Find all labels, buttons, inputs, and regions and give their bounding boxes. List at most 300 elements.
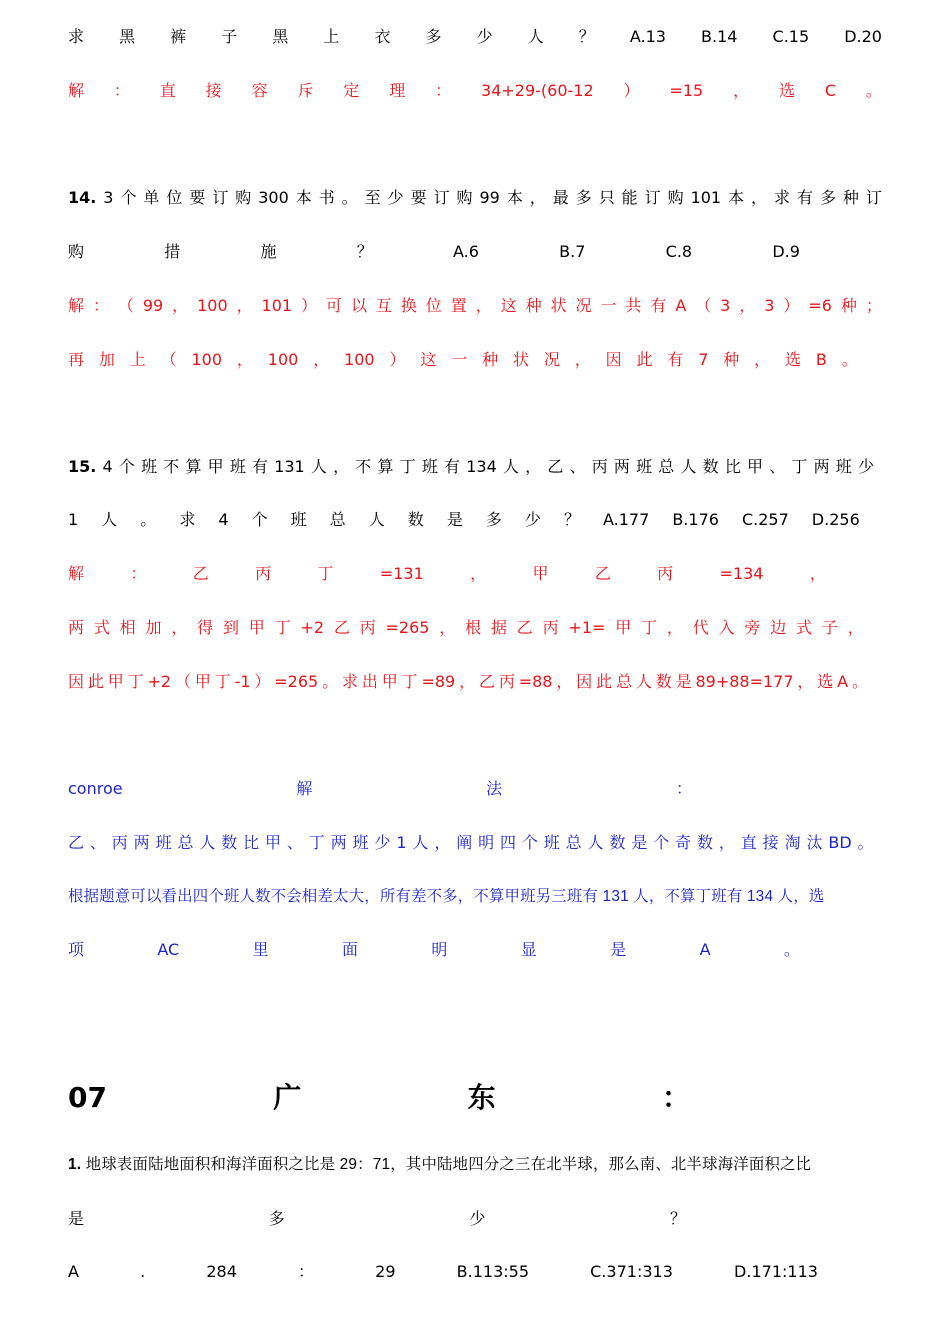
text-token: ？ xyxy=(563,510,580,529)
text-token: 四 xyxy=(499,833,516,852)
text-token: 上 xyxy=(129,350,146,369)
text-token: 多 xyxy=(485,510,502,529)
text-token: 本 xyxy=(506,188,523,207)
text-token: 多 xyxy=(819,188,836,207)
text-token: 丁 xyxy=(317,564,334,583)
q15-solution-line2 xyxy=(68,615,864,641)
text-token: 法 xyxy=(486,779,503,798)
text-token: ， xyxy=(556,672,573,691)
text-token: 一 xyxy=(600,296,617,315)
text-token: +2 xyxy=(300,618,325,637)
text-token: 人 xyxy=(680,457,697,476)
text-token: 订 xyxy=(644,188,661,207)
q14-question-line1 xyxy=(68,185,882,211)
text-token: AC xyxy=(157,940,180,959)
text-token: B.7 xyxy=(559,242,586,261)
text-token: 。 xyxy=(783,940,800,959)
text-token: 数 xyxy=(697,833,714,852)
text-token: 算 xyxy=(377,457,394,476)
text-token: ， xyxy=(236,350,253,369)
text-token: 89+88=177 xyxy=(695,672,794,691)
text-token: ） xyxy=(301,296,318,315)
text-token: 100 xyxy=(267,350,299,369)
text-token: -1 xyxy=(234,672,251,691)
text-token: A xyxy=(837,672,849,691)
text-token: 上 xyxy=(323,27,340,46)
text-token: 多 xyxy=(575,188,592,207)
text-token: 解 xyxy=(68,564,85,583)
conroe-line2: 根据题意可以看出四个班人数不会相差太大，所有差不多，不算甲班另三班有 131 人，不算丁班有 134 人，选 xyxy=(68,888,825,905)
text-token: 直 xyxy=(740,833,757,852)
text-token: 只 xyxy=(598,188,615,207)
text-token: 4 xyxy=(218,510,229,529)
text-token: 购 xyxy=(235,188,252,207)
text-token: ， xyxy=(439,618,456,637)
text-token: 状 xyxy=(512,350,529,369)
text-token: 甲 xyxy=(265,833,282,852)
text-token: ） xyxy=(389,350,406,369)
text-token: ， xyxy=(529,188,546,207)
text-token: 置 xyxy=(450,296,467,315)
text-token: 有 xyxy=(252,457,269,476)
text-token: 东 xyxy=(467,1081,496,1114)
q14-solution-line2 xyxy=(68,347,858,373)
text-token: 定 xyxy=(343,81,360,100)
text-token: 是 xyxy=(68,1209,85,1228)
text-token: 此 xyxy=(87,672,104,691)
text-token: 单 xyxy=(143,188,160,207)
text-token: 乙 xyxy=(333,618,350,637)
text-token: 理 xyxy=(389,81,406,100)
text-token: 丙 xyxy=(498,672,515,691)
text-token: 丙 xyxy=(591,457,608,476)
text-token: ， xyxy=(718,833,735,852)
text-token: 因 xyxy=(605,350,622,369)
text-token: 黑 xyxy=(272,27,289,46)
text-token: ， xyxy=(525,457,542,476)
text-token: 项 xyxy=(68,940,85,959)
text-token: ， xyxy=(733,81,750,100)
text-token: =88 xyxy=(518,672,553,691)
text-token: conroe xyxy=(68,779,123,798)
text-token: A.177 xyxy=(603,510,650,529)
text-token: 3 xyxy=(103,188,114,207)
text-token: 算 xyxy=(185,457,202,476)
text-token: 班 xyxy=(543,833,560,852)
text-token: 100 xyxy=(344,350,375,369)
text-token: 丁 xyxy=(274,618,291,637)
text-token: B.176 xyxy=(672,510,719,529)
text-token: 丁 xyxy=(399,457,416,476)
text-token: 乙 xyxy=(192,564,209,583)
text-token: 接 xyxy=(205,81,222,100)
text-token: 284 xyxy=(206,1262,237,1281)
text-token: 根 xyxy=(465,618,482,637)
text-token: B.14 xyxy=(701,27,738,46)
text-token: 要 xyxy=(189,188,206,207)
text-token: （ xyxy=(695,296,712,315)
text-token: 乙 xyxy=(68,833,85,852)
q14-solution-line1 xyxy=(68,293,882,319)
text-token: 班 xyxy=(290,510,307,529)
text-token: 134 xyxy=(466,457,497,476)
text-token: 不 xyxy=(355,457,372,476)
text-token: 甲 xyxy=(381,672,398,691)
text-token: 选 xyxy=(778,81,795,100)
text-token: 一 xyxy=(451,350,468,369)
text-token: ： xyxy=(130,564,147,583)
text-token: 数 xyxy=(221,833,238,852)
q13-question-tail xyxy=(68,24,882,50)
text-token: A xyxy=(675,296,687,315)
text-token: ， xyxy=(313,350,330,369)
text-token: 。 xyxy=(140,510,157,529)
text-token: D.256 xyxy=(811,510,860,529)
text-token: 以 xyxy=(350,296,367,315)
text-token: C xyxy=(824,81,837,100)
text-token: 34+29-(60-12 xyxy=(481,81,594,100)
text-token: 个 xyxy=(653,833,670,852)
text-token: ， xyxy=(809,564,826,583)
text-token: 奇 xyxy=(675,833,692,852)
text-token: 裤 xyxy=(170,27,187,46)
text-token: =265 xyxy=(274,672,319,691)
text-token: 班 xyxy=(141,457,158,476)
text-token: 。 xyxy=(841,350,858,369)
text-token: 多 xyxy=(425,27,442,46)
text-token: 况 xyxy=(575,296,592,315)
text-token: 本 xyxy=(728,188,745,207)
text-token: 。 xyxy=(322,672,339,691)
text-token: 措 xyxy=(164,242,181,261)
text-token: 购 xyxy=(456,188,473,207)
text-token: 共 xyxy=(625,296,642,315)
text-token: D.171:113 xyxy=(734,1262,818,1281)
text-token: 总 xyxy=(329,510,346,529)
text-token: 至 xyxy=(364,188,381,207)
text-token: 入 xyxy=(718,618,735,637)
text-token: A.13 xyxy=(629,27,666,46)
q1-question-line1 xyxy=(68,1152,882,1178)
text-token: 甲 xyxy=(107,672,124,691)
text-token: 加 xyxy=(145,618,162,637)
conroe-line3 xyxy=(68,937,800,963)
text-token: 可 xyxy=(325,296,342,315)
text-token: 数 xyxy=(702,457,719,476)
text-token: ， xyxy=(666,618,683,637)
text-token: 最 xyxy=(552,188,569,207)
text-token: 两 xyxy=(813,457,830,476)
text-token: 300 xyxy=(258,188,289,207)
text-token: 不 xyxy=(163,457,180,476)
text-token: 因 xyxy=(68,672,85,691)
text-token: ？ xyxy=(578,27,595,46)
text-token: 直 xyxy=(159,81,176,100)
text-token: 。 xyxy=(341,188,358,207)
text-token: 种 xyxy=(840,296,857,315)
text-token: C.257 xyxy=(741,510,789,529)
text-token: 101 xyxy=(261,296,293,315)
text-token: 选 xyxy=(785,350,802,369)
text-token: 此 xyxy=(596,672,613,691)
text-token: 互 xyxy=(375,296,392,315)
text-token: ） xyxy=(623,81,640,100)
text-token: 出 xyxy=(361,672,378,691)
text-token: ， xyxy=(847,618,864,637)
q14-number: 14. xyxy=(68,188,97,207)
text-token: 甲 xyxy=(207,457,224,476)
text-token: 订 xyxy=(865,188,882,207)
text-token: ， xyxy=(470,564,487,583)
text-token: 人 xyxy=(412,833,429,852)
text-token: 两 xyxy=(68,618,85,637)
text-token: 要 xyxy=(410,188,427,207)
text-token: 少 xyxy=(374,833,391,852)
text-token: 是 xyxy=(675,672,692,691)
text-token: ， xyxy=(797,672,814,691)
text-token: 人 xyxy=(101,510,118,529)
text-token: B.113:55 xyxy=(456,1262,530,1281)
text-token: 有 xyxy=(796,188,813,207)
text-token: 丁 xyxy=(308,833,325,852)
text-token: 乙 xyxy=(478,672,495,691)
text-token: 状 xyxy=(550,296,567,315)
text-token: 得 xyxy=(197,618,214,637)
text-token: 相 xyxy=(119,618,136,637)
text-token: ： xyxy=(675,779,692,798)
text-token: 有 xyxy=(650,296,667,315)
text-token: 再 xyxy=(68,350,85,369)
text-token: 数 xyxy=(407,510,424,529)
text-token: 种 xyxy=(842,188,859,207)
text-token: 位 xyxy=(166,188,183,207)
text-token: 个 xyxy=(120,188,137,207)
text-token: ， xyxy=(434,833,451,852)
text-token: 、 xyxy=(569,457,586,476)
text-token: 131 xyxy=(274,457,305,476)
text-token: 甲 xyxy=(615,618,632,637)
text-token: 少 xyxy=(387,188,404,207)
text-token: 淘 xyxy=(784,833,801,852)
text-token: 少 xyxy=(857,457,874,476)
q13-solution xyxy=(68,78,882,104)
text-token: 、 xyxy=(89,833,106,852)
text-token: 黑 xyxy=(119,27,136,46)
text-token: 1 xyxy=(396,833,407,852)
text-token: D.20 xyxy=(844,27,882,46)
text-token: 式 xyxy=(93,618,110,637)
q15-number: 15. xyxy=(68,457,97,476)
text-token: ： xyxy=(661,1081,690,1114)
text-token: 求 xyxy=(68,27,85,46)
q1-options xyxy=(68,1259,818,1285)
text-token: 总 xyxy=(658,457,675,476)
text-token: 接 xyxy=(762,833,779,852)
text-token: ？ xyxy=(669,1209,686,1228)
text-token: 求 xyxy=(774,188,791,207)
text-token: 此 xyxy=(636,350,653,369)
text-token: 总 xyxy=(565,833,582,852)
text-token: ； xyxy=(865,296,882,315)
text-token: ： xyxy=(113,81,130,100)
text-token: 总 xyxy=(615,672,632,691)
text-token: 两 xyxy=(330,833,347,852)
text-token: 因 xyxy=(576,672,593,691)
text-token: ） xyxy=(783,296,800,315)
text-token: 人 xyxy=(635,672,652,691)
q15-solution-line3 xyxy=(68,669,868,695)
text-token: （ xyxy=(160,350,177,369)
text-token: 07 xyxy=(68,1081,107,1114)
text-token: A.6 xyxy=(453,242,479,261)
conroe-line1 xyxy=(68,830,874,856)
conroe-heading xyxy=(68,776,692,802)
text-token: （ xyxy=(117,296,134,315)
text-token: 丁 xyxy=(401,672,418,691)
text-token: 明 xyxy=(431,940,448,959)
text-token: 阐 xyxy=(456,833,473,852)
text-token: +2 xyxy=(147,672,172,691)
q14-question-line2 xyxy=(68,239,800,265)
text-token: 班 xyxy=(229,457,246,476)
text-token: 丁 xyxy=(214,672,231,691)
text-token: 班 xyxy=(352,833,369,852)
text-token: ， xyxy=(171,618,188,637)
text-token: 班 xyxy=(835,457,852,476)
text-token: 解 xyxy=(68,296,85,315)
text-token: 丁 xyxy=(641,618,658,637)
text-token: 比 xyxy=(724,457,741,476)
text-token: 订 xyxy=(433,188,450,207)
text-token: 班 xyxy=(421,457,438,476)
text-token: 人 xyxy=(199,833,216,852)
text-token: C.8 xyxy=(665,242,693,261)
text-token: 数 xyxy=(609,833,626,852)
text-token: 人 xyxy=(502,457,519,476)
text-token: 总 xyxy=(177,833,194,852)
text-token: ， xyxy=(172,296,189,315)
text-token: . xyxy=(140,1262,146,1281)
text-token: 据 xyxy=(490,618,507,637)
text-token: 种 xyxy=(482,350,499,369)
text-token: 面 xyxy=(342,940,359,959)
text-token: 4 xyxy=(102,457,113,476)
text-token: 加 xyxy=(98,350,115,369)
text-token: ， xyxy=(459,672,476,691)
text-token: 解 xyxy=(68,81,85,100)
text-token: 。 xyxy=(857,833,874,852)
text-token: 丙 xyxy=(542,618,559,637)
text-token: 式 xyxy=(796,618,813,637)
text-token: 丙 xyxy=(111,833,128,852)
text-token: 3 xyxy=(720,296,731,315)
text-token: 能 xyxy=(621,188,638,207)
text-token: B xyxy=(815,350,827,369)
text-token: A xyxy=(699,940,711,959)
text-token: =6 xyxy=(808,296,832,315)
text-token: ？ xyxy=(356,242,373,261)
text-token: 多 xyxy=(268,1209,285,1228)
text-token: 29 xyxy=(375,1262,396,1281)
text-token: ， xyxy=(236,296,253,315)
text-token: ） xyxy=(254,672,271,691)
text-token: 甲 xyxy=(194,672,211,691)
text-token: 施 xyxy=(260,242,277,261)
text-token: 本 xyxy=(295,188,312,207)
text-token: 1 xyxy=(68,510,79,529)
text-token: 是 xyxy=(610,940,627,959)
text-token: 。 xyxy=(851,672,868,691)
text-token: 到 xyxy=(222,618,239,637)
q1-question-line2 xyxy=(68,1206,686,1232)
q1-number: 1. xyxy=(68,1156,82,1173)
text-token: 显 xyxy=(520,940,537,959)
text-token: 丙 xyxy=(255,564,272,583)
section-heading xyxy=(68,1078,690,1118)
text-token: 种 xyxy=(723,350,740,369)
text-token: 101 xyxy=(690,188,722,207)
text-token: 购 xyxy=(68,242,85,261)
text-token: 个 xyxy=(118,457,135,476)
text-token: ， xyxy=(475,296,492,315)
text-token: 、 xyxy=(769,457,786,476)
text-token: =265 xyxy=(385,618,430,637)
text-token: ， xyxy=(739,296,756,315)
text-token: 求 xyxy=(341,672,358,691)
text-token: 是 xyxy=(631,833,648,852)
text-token: 种 xyxy=(525,296,542,315)
text-token: 丙 xyxy=(359,618,376,637)
text-token: ， xyxy=(751,188,768,207)
text-token: ： xyxy=(298,1262,315,1281)
q15-question-line2 xyxy=(68,507,860,533)
text-token: 这 xyxy=(500,296,517,315)
text-token: ， xyxy=(754,350,771,369)
text-token: 少 xyxy=(469,1209,486,1228)
text-token: 书 xyxy=(318,188,335,207)
text-token: 两 xyxy=(613,457,630,476)
q15-question-line1 xyxy=(68,454,874,480)
text-token: D.9 xyxy=(772,242,800,261)
text-token: 100 xyxy=(191,350,223,369)
text-token: ， xyxy=(574,350,591,369)
text-token: 旁 xyxy=(744,618,761,637)
text-token: 人 xyxy=(527,27,544,46)
text-token: A xyxy=(68,1262,79,1281)
text-token: 丁 xyxy=(127,672,144,691)
text-token: 班 xyxy=(155,833,172,852)
text-token: 。 xyxy=(865,81,882,100)
text-token: 丁 xyxy=(791,457,808,476)
text-token: 购 xyxy=(667,188,684,207)
text-token: +1= xyxy=(568,618,606,637)
text-token: 甲 xyxy=(747,457,764,476)
text-token: 比 xyxy=(243,833,260,852)
text-token: 甲 xyxy=(248,618,265,637)
text-token: 丙 xyxy=(657,564,674,583)
text-token: 广 xyxy=(273,1081,302,1114)
text-token: BD xyxy=(828,833,852,852)
text-token: 7 xyxy=(698,350,709,369)
text-token: =134 xyxy=(719,564,764,583)
text-token: 是 xyxy=(446,510,463,529)
text-token: 里 xyxy=(252,940,269,959)
text-token: 汰 xyxy=(806,833,823,852)
text-token: ： xyxy=(435,81,452,100)
text-token: 个 xyxy=(521,833,538,852)
q1-line1-text: 地球表面陆地面积和海洋面积之比是 29：71，其中陆地四分之三在北半球，那么南、北半球海洋面积之比 xyxy=(85,1156,812,1173)
text-token: 100 xyxy=(197,296,228,315)
